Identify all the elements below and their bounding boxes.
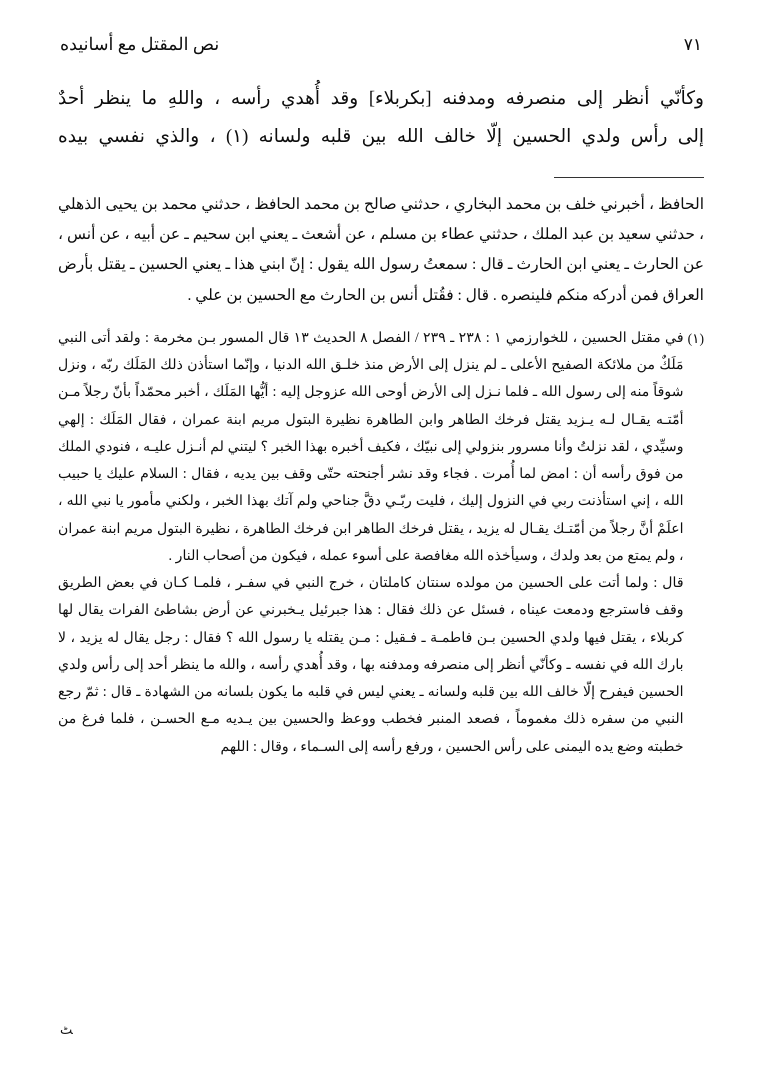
running-head-title: نص المقتل مع أسانيده [60,34,220,54]
main-text-block [58,81,704,157]
page-header [60,34,702,55]
main-text-line-1: وكأنّي أنظر إلى منصرفه ومدفنه [بكربلاء] وقد أُهدي رأسه ، واللهِ ما ينظر أحدٌ [58,89,704,109]
page-number: ٧١ [683,35,702,54]
footnote-marker: (١) [687,330,704,346]
footnotes-block [58,325,704,761]
footnote-paragraph: في مقتل الحسين ، للخوارزمي ١ : ٢٣٨ ـ ٢٣٩ / الفصل ٨ الحديث ١٣ قال المسور بـن مخرمة : ولقد أتى النبي مَلَكٌ من ملائكة الصفيح الأعلى ـ لم ينزل إلى الأرض منذ خلـق الله الدنيا ، وإنّما استأذن ذلك المَلَك ربّه ، ونزل شوقاً منه إلى رسول الله ـ فلما نـزل إلى الأرض أوحى الله عزوجل إليه : أيُّها المَلَك ، أخبر محمّداً بأنّ رجلاً مـن أمّتـه يقـال لـه يـزيد يقتل فرخك الطاهر وابن الطاهرة نظيرة البتول مريم ابنة عمران ، فقال المَلَك : إلهي وسيِّدي ، لقد نزلتُ وأنا مسرور بنزولي إلى نبيّك ، فكيف أخبره بهذا الخبر ؟ ليتني لم أنـزل عليـه ، فنودي الملك من فوق رأسه أن : امض لما أُمرت . فجاء وقد نشر أجنحته حتّى وقف بين يديه ، فقال : السلام عليك يا حبيب الله ، إني استأذنت ربي في النزول إليك ، فليت ربّـي دقَّ جناحي ولم آتك بهذا الخبر ، ولكني مأمور يا نبي الله ، اعلَمْ أنَّ رجلاً من أمّتـك يقـال له يزيد ، يقتل فرخك الطاهر ابن فرخك الطاهرة ، نظيرة البتول مريم ابنة عمران ، ولم يمتع من بعد ولدك ، وسيأخذه الله مغافصة على أسوء عمله ، فيكون من أصحاب النار . [58,329,684,564]
footnote-body [58,325,684,761]
footnote-paragraph: قال : ولما أتت على الحسين من مولده سنتان كاملتان ، خرج النبي في سفـر ، فلمـا كـان في بعض الطريق وقف فاسترجع ودمعت عيناه ، فسئل عن ذلك فقال : هذا جبرئيل يـخبرني عن أرض بشاطئ الفرات يقال لها كربلاء ، يقتل فيها ولدي الحسين بـن فاطمـة ـ فـقيل : مـن يقتله يا رسول الله ؟ فقال : رجل يقال له يزيد ، لا بارك الله في نفسه ـ وكأنّي أنظر إلى منصرفه ومدفنه بها ، وقد أُهدي رأسه ، والله ما ينظر أحد إلى رأس ولدي الحسين فيفرح إلّا خالف الله بين قلبه ولسانه ـ يعني ليس في قلبه ما يكون بلسانه من الشهادة ـ قال : ثمّ رجع النبي من سفره ذلك مغموماً ، فصعد المنبر فخطب ووعظ والحسين بين يـديه مـع الحسـن ، فلما فرغ من خطبته وضع يده اليمنى على رأس الحسين ، ورفع رأسه إلى السـماء ، وقال : اللهم [58,575,684,755]
footnote-divider [58,177,704,178]
main-text-line-2: إلى رأس ولدي الحسين إلّا خالف الله بين قلبه ولسانه (١) ، والذي نفسي بيده [58,126,704,147]
footnote-item [58,325,704,761]
divider-line [554,177,704,178]
catchword-glyph: ﭧ [60,1023,73,1038]
sanad-paragraph [58,190,704,311]
sanad-text: الحافظ ، أخبرني خلف بن محمد البخاري ، حدثني صالح بن محمد الحافظ ، حدثني محمد بن يحيى الذهلي ، حدثني سعيد بن عبد الملك ، حدثني عطاء بن مسلم ، عن أشعث ـ يعني ابن سحيم ـ عن أبيه ، عن أنس ، عن الحارث ـ يعني ابن الحارث ـ قال : سمعتُ رسول الله يقول : إنّ ابني هذا ـ يعني الحسين ـ يقتل بأرض العراق فمن أدركه منكم فلينصره . قال : فقُتل أنس بن الحارث مع الحسين بن علي . [58,195,704,304]
